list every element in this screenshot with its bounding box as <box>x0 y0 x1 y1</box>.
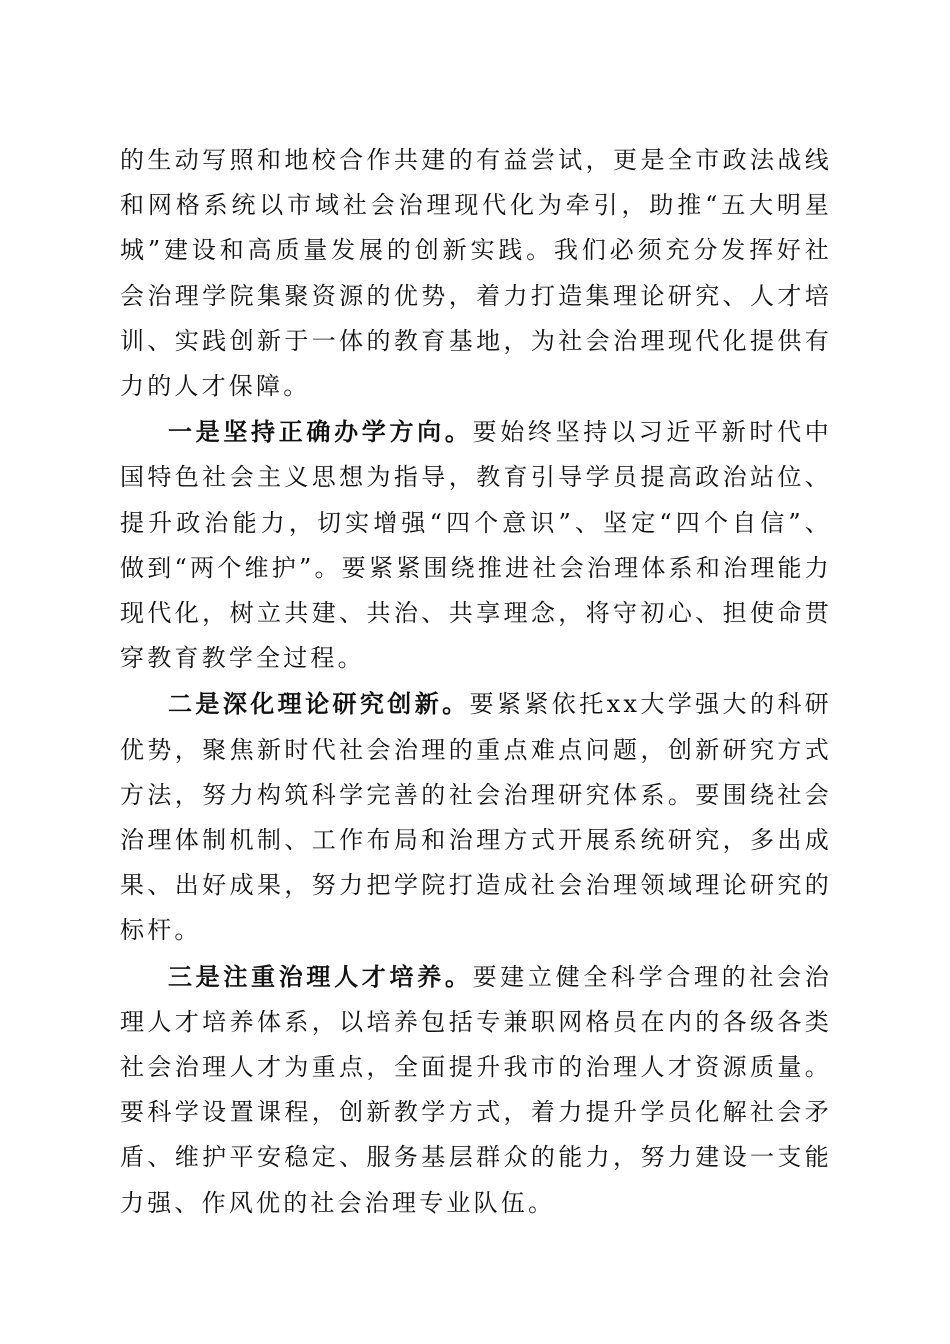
paragraph-heading: 一是坚持正确办学方向。 <box>168 417 473 447</box>
paragraph-continuation <box>120 138 832 409</box>
paragraph-text: 要始终坚持以习近平新时代中国特色社会主义思想为指导，教育引导学员提高政治站位、提升政治能力，切实增强“四个意识”、坚定“四个自信”、做到“两个维护”。要紧紧围绕推进社会治理体系和治理能力现代化，树立共建、共治、共享理念，将守初心、担使命贯穿教育教学全过程。 <box>120 418 832 673</box>
paragraph-text: 要建立健全科学合理的社会治理人才培养体系，以培养包括专兼职网格员在内的各级各类社会治理人才为重点，全面提升我市的治理人才资源质量。要科学设置课程，创新教学方式，着力提升学员化解社会矛盾、维护平安稳定、服务基层群众的能力，努力建设一支能力强、作风优的社会治理专业队伍。 <box>120 962 832 1217</box>
document-body <box>120 138 832 1226</box>
paragraph-point-1 <box>120 409 832 681</box>
paragraph-point-3 <box>120 954 832 1226</box>
paragraph-text: 的生动写照和地校合作共建的有益尝试，更是全市政法战线和网格系统以市域社会治理现代化为牵引，助推“五大明星城”建设和高质量发展的创新实践。我们必须充分发挥好社会治理学院集聚资源的优势，着力打造集理论研究、人才培训、实践创新于一体的教育基地，为社会治理现代化提供有力的人才保障。 <box>120 146 832 401</box>
paragraph-heading: 三是注重治理人才培养。 <box>168 961 473 991</box>
paragraph-text: 要紧紧依托xx大学强大的科研优势，聚焦新时代社会治理的重点难点问题，创新研究方式方法，努力构筑科学完善的社会治理研究体系。要围绕社会治理体制机制、工作布局和治理方式开展系统研究，多出成果、出好成果，努力把学院打造成社会治理领域理论研究的标杆。 <box>120 690 832 945</box>
paragraph-heading: 二是深化理论研究创新。 <box>168 689 470 719</box>
paragraph-point-2 <box>120 681 832 953</box>
